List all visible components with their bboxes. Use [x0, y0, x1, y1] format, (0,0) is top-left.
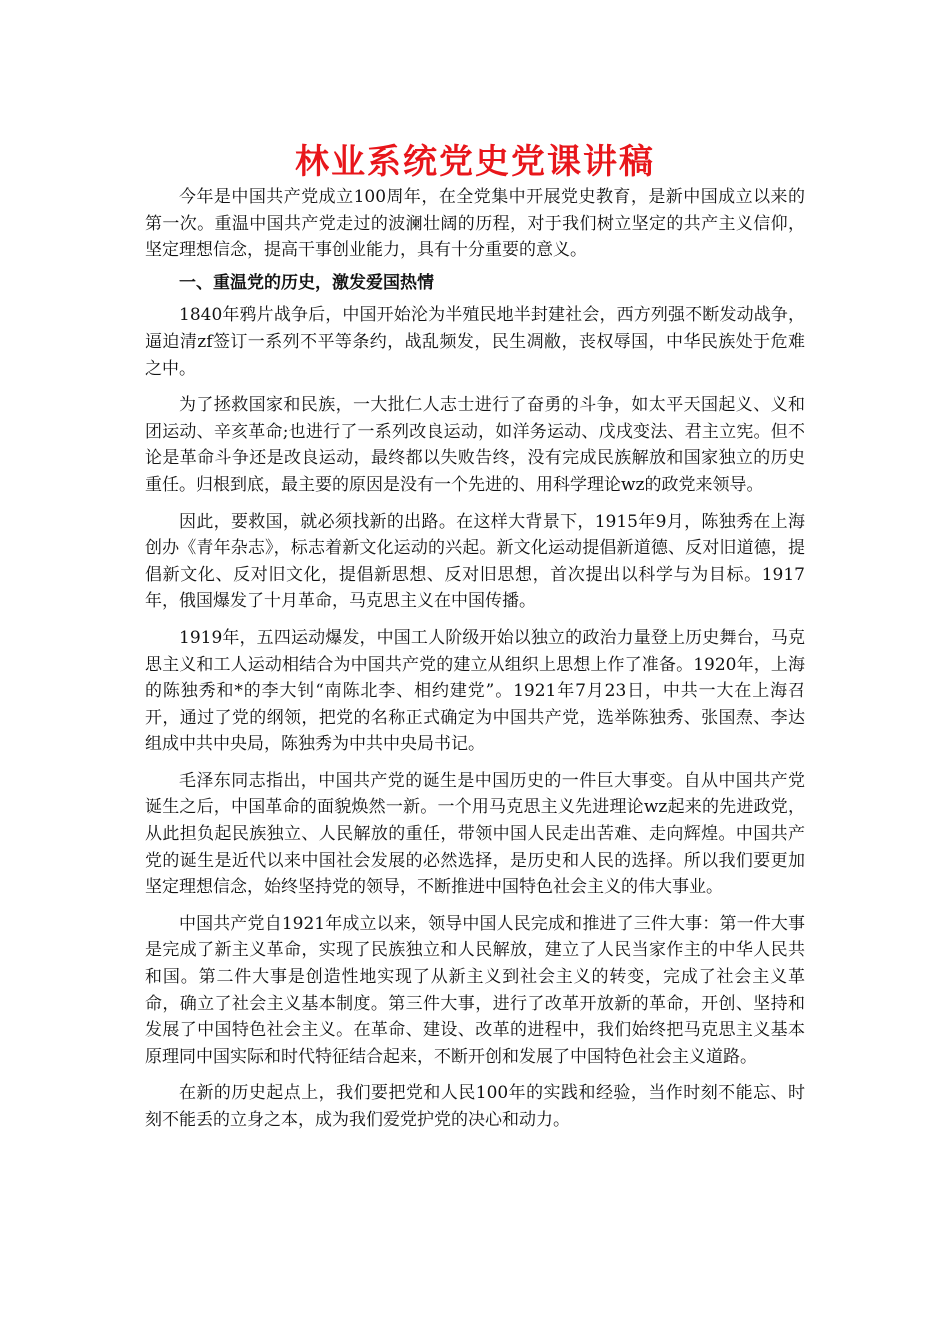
body-paragraph-conclusion: 在新的历史起点上，我们要把党和人民100年的实践和经验，当作时刻不能忘、时刻不能丢的立身之本，成为我们爱党护党的决心和动力。	[145, 1083, 805, 1130]
intro-paragraph: 今年是中国共产党成立100周年，在全党集中开展党史教育，是新中国成立以来的第一次。重温中国共产党走过的波澜壮阔的历程，对于我们树立坚定的共产主义信仰，坚定理想信念，提高干事创业能力，具有十分重要的意义。	[145, 187, 805, 261]
body-paragraph-three-events: 中国共产党自1921年成立以来，领导中国人民完成和推进了三件大事：第一件大事是完成了新主义革命，实现了民族独立和人民解放，建立了人民当家作主的中华人民共和国。第二件大事是创造性地实现了从新主义到社会主义的转变，完成了社会主义革命，确立了社会主义基本制度。第三件大事，进行了改革开放新的革命，开创、坚持和发展了中国特色社会主义。在革命、建设、改革的进程中，我们始终把马克思主义基本原理同中国实际和时代特征结合起来，不断开创和发展了中国特色社会主义道路。	[145, 913, 805, 1067]
document-title: 林业系统党史党课讲稿	[295, 142, 655, 182]
body-paragraph-mao-quote: 毛泽东同志指出，中国共产党的诞生是中国历史的一件巨大事变。自从中国共产党诞生之后，中国革命的面貌焕然一新。一个用马克思主义先进理论wz起来的先进政党，从此担负起民族独立、人民解放的重任，带领中国人民走出苦难、走向辉煌。中国共产党的诞生是近代以来中国社会发展的必然选择，是历史和人民的选择。所以我们要更加坚定理想信念，始终坚持党的领导，不断推进中国特色社会主义的伟大事业。	[145, 770, 805, 898]
body-paragraph-opium-war: 1840年鸦片战争后，中国开始沦为半殖民地半封建社会，西方列强不断发动战争，逼迫清zf签订一系列不平等条约，战乱频发，民生凋敝，丧权辱国，中华民族处于危难之中。	[145, 305, 805, 379]
body-paragraph-struggles: 为了拯救国家和民族，一大批仁人志士进行了奋勇的斗争，如太平天国起义、义和团运动、辛亥革命;也进行了一系列改良运动，如洋务运动、戊戌变法、君主立宪。但不论是革命斗争还是改良运动，最终都以失败告终，没有完成民族解放和国家独立的历史重任。归根到底，最主要的原因是没有一个先进的、用科学理论wz的政党来领导。	[145, 395, 805, 495]
section-heading: 一、重温党的历史，激发爱国热情	[179, 272, 434, 293]
body-paragraph-may-fourth: 1919年，五四运动爆发，中国工人阶级开始以独立的政治力量登上历史舞台，马克思主义和工人运动相结合为中国共产党的建立从组织上思想上作了准备。1920年，上海的陈独秀和*的李大钊“南陈北李、相约建党”。1921年7月23日，中共一大在上海召开，通过了党的纲领，把党的名称正式确定为中国共产党，选举陈独秀、张国焘、李达组成中共中央局，陈独秀为中共中央局书记。	[145, 627, 805, 755]
document-body	[145, 184, 805, 1134]
body-paragraph-new-culture: 因此，要救国，就必须找新的出路。在这样大背景下，1915年9月，陈独秀在上海创办《青年杂志》，标志着新文化运动的兴起。新文化运动提倡新道德、反对旧道德，提倡新文化、反对旧文化，提倡新思想、反对旧思想，首次提出以科学与为目标。1917年，俄国爆发了十月革命，马克思主义在中国传播。	[145, 511, 805, 612]
